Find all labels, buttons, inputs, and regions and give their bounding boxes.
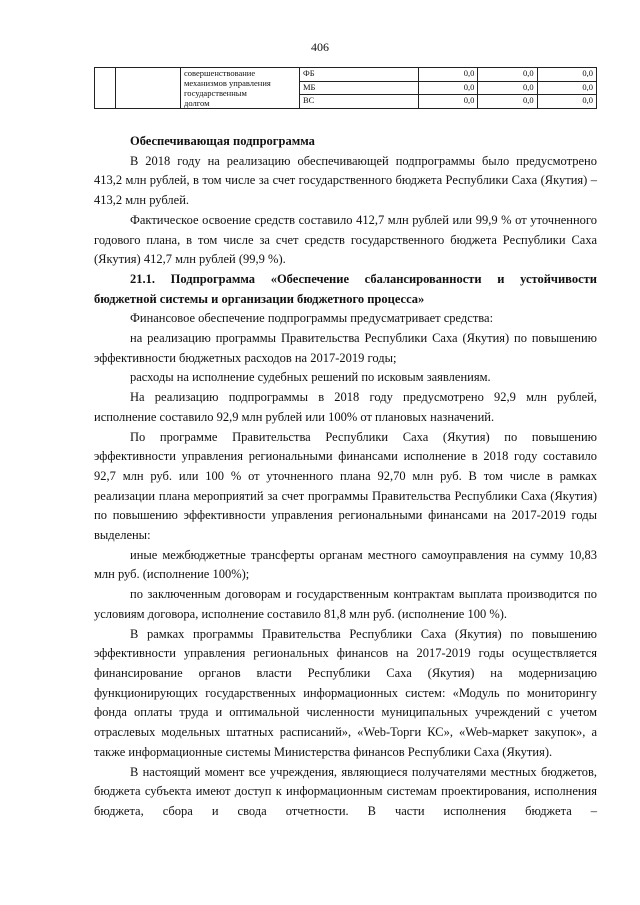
table-cell-empty — [116, 68, 181, 109]
paragraph: В рамках программы Правительства Республики Саха (Якутия) по повышению эффективности управления региональных финансов на 2017-2019 годы осуществляется финансирование органов власти Республики Саха (Якутия) на модернизацию функционирующих государственных информационных систем: «Модуль по мониторингу фонда оплаты труда и оптимальной численности муниципальных учреждений с учетом отраслевых модельных штатных расписаний», «Web-Торги КС», «Web-маркет закупок», а также информационные системы Министерства финансов Республики Саха (Якутия). — [94, 626, 597, 759]
paragraph: на реализацию программы Правительства Республики Саха (Якутия) по повышению эффективности бюджетных расходов на 2017-2019 годы; — [94, 331, 597, 365]
paragraph: иные межбюджетные трансферты органам местного самоуправления на сумму 10,83 млн руб. (исполнение 100%); — [94, 547, 597, 582]
funding-source-cell: ВС — [300, 95, 419, 109]
value-cell: 0,0 — [419, 68, 478, 82]
funding-source-cell: МБ — [300, 81, 419, 95]
measure-name-line: механизмов управления — [184, 78, 271, 88]
page-number: 406 — [311, 40, 329, 54]
measure-name-line: государственным — [184, 88, 247, 98]
funding-source-cell: ФБ — [300, 68, 419, 82]
value-cell: 0,0 — [419, 95, 478, 109]
paragraph: расходы на исполнение судебных решений по исковым заявлениям. — [130, 370, 491, 385]
paragraph: Финансовое обеспечение подпрограммы предусматривает средства: — [130, 311, 494, 326]
measure-name-line: долгом — [184, 98, 210, 108]
paragraph: Фактическое освоение средств составило 412,7 млн рублей или 99,9 % от уточненного годового плана, в том числе за счет средств государственного бюджета Республики Саха (Якутия) 412,7 млн рублей (99,9 %). — [94, 212, 597, 267]
paragraph: В настоящий момент все учреждения, являющиеся получателями местных бюджетов, бюджета субъекта имеют доступ к информационным системам проектирования, исполнения бюджета, сбора и свода отчетности. В части исполнения бюджета – — [94, 764, 597, 818]
section-heading: Обеспечивающая подпрограмма — [130, 134, 315, 148]
table-row — [95, 68, 597, 82]
paragraph: На реализацию подпрограммы в 2018 году предусмотрено 92,9 млн рублей, исполнение составило 92,9 млн рублей или 100% от плановых назначений. — [94, 390, 597, 424]
table-cell-empty — [95, 68, 116, 109]
paragraph: по заключенным договорам и государственным контрактам выплата производится по условиям договора, исполнение составило 81,8 млн руб. (исполнение 100 %). — [94, 587, 597, 621]
paragraph: По программе Правительства Республики Саха (Якутия) по повышению эффективности управления региональными финансами исполнение в 2018 году составило 92,7 млн руб. или 100 % от уточненного плана 92,70 млн руб. В том числе в рамках реализации плана мероприятий за счет программы Правительства Республики Саха (Якутия) по повышению эффективности управления региональными финансами на 2017-2019 годы выделены: — [94, 429, 597, 543]
budget-table-fragment — [94, 67, 597, 109]
value-cell: 0,0 — [478, 68, 537, 82]
value-cell: 0,0 — [537, 68, 596, 82]
paragraph: В 2018 году на реализацию обеспечивающей подпрограммы было предусмотрено 413,2 млн рублей, в том числе за счет государственного бюджета Республики Саха (Якутия) – 413,2 млн рублей. — [94, 153, 597, 208]
subsection-heading: 21.1. Подпрограмма «Обеспечение сбалансированности и устойчивости бюджетной системы и организации бюджетного процесса» — [94, 271, 597, 306]
measure-name-line: совершенствование — [184, 68, 256, 78]
value-cell: 0,0 — [537, 95, 596, 109]
document-body — [94, 132, 597, 822]
table-cell-measure-name — [181, 68, 300, 109]
value-cell: 0,0 — [537, 81, 596, 95]
value-cell: 0,0 — [478, 81, 537, 95]
value-cell: 0,0 — [478, 95, 537, 109]
value-cell: 0,0 — [419, 81, 478, 95]
